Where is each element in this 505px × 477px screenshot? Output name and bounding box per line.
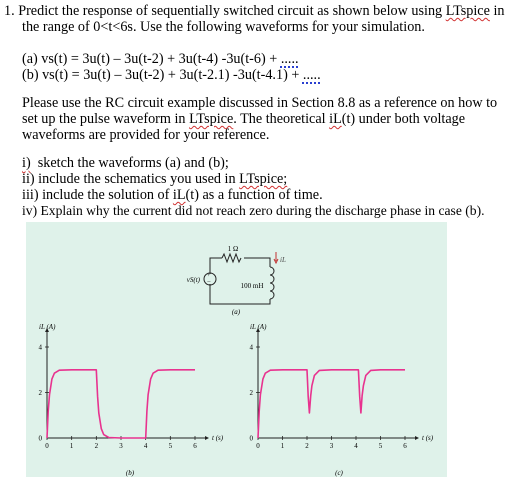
x-tick-label-c: 0 (256, 442, 260, 450)
y-tick-label-c: 2 (249, 389, 253, 397)
il-term: iL (172, 187, 186, 203)
x-tick-label-c: 4 (354, 442, 358, 450)
source-plus-sign: + (207, 273, 211, 279)
x-tick-label-b: 5 (168, 442, 173, 450)
waveform-a-dots: ..... (280, 51, 299, 67)
inductor-symbol (270, 267, 274, 299)
y-tick-label-c: 0 (249, 434, 253, 443)
question-line-2: the range of 0<t<6s. Use the following waveforms for your simulation. (22, 19, 425, 35)
il-term: iL (329, 111, 342, 127)
x-tick-label-b: 0 (45, 442, 49, 450)
x-tick-label-c: 2 (305, 442, 309, 450)
y-tick-label-b: 4 (38, 343, 42, 352)
question-text: Predict the response of sequentially switched circuit as shown below using (18, 3, 446, 19)
question-number: 1. (4, 3, 15, 19)
circuit-caption: (a) (231, 308, 241, 316)
x-tick-label-c: 5 (378, 442, 383, 450)
item-iii (22, 187, 323, 203)
circuit-wire-top (244, 258, 270, 267)
x-tick-label-b: 4 (143, 442, 148, 450)
ltspice-term: LTspice (189, 111, 234, 127)
y-axis-label-b: iL (A) (39, 323, 56, 331)
item-ii (22, 171, 287, 187)
figure-panel (26, 222, 447, 477)
question-line-1 (4, 3, 505, 19)
x-axis-arrow-b (205, 436, 209, 440)
current-curve-b (47, 370, 195, 438)
circuit-diagram (204, 252, 278, 304)
x-tick-label-c: 6 (403, 442, 407, 450)
plot-b (39, 323, 224, 450)
x-tick-label-b: 3 (119, 442, 123, 450)
x-tick-label-c: 1 (280, 442, 285, 450)
waveform-a (22, 51, 299, 67)
inductor-label: 100 mH (240, 282, 264, 290)
plot-c (250, 323, 434, 450)
resistor-symbol (222, 254, 241, 262)
item-ii-text: ii) include the schematics you used in (22, 171, 240, 187)
plot-b-caption: (b) (125, 469, 135, 477)
resistor-label: 1 Ω (227, 245, 239, 253)
plot-c-caption: (c) (335, 469, 343, 477)
item-i (22, 155, 229, 171)
x-tick-label-c: 3 (329, 442, 334, 450)
x-tick-label-b: 1 (69, 442, 74, 450)
item-i-marker: i) (22, 155, 31, 171)
y-tick-label-c: 4 (249, 343, 253, 352)
waveform-b-dots: ..... (302, 67, 321, 83)
ltspice-term: LTspice (445, 3, 490, 19)
paragraph-line-3: waveforms are provided for your reference. (22, 127, 270, 143)
waveform-a-expression: (a) vs(t) = 3u(t) – 3u(t-2) + 3u(t-4) -3u(t-6) + (22, 51, 281, 67)
y-tick-label-b: 2 (38, 389, 42, 397)
y-axis-label-c: iL (A) (250, 323, 267, 331)
x-tick-label-b: 2 (94, 442, 99, 450)
question-text-end: in (489, 3, 505, 19)
source-label: vS(t) (186, 276, 200, 284)
y-tick-label-b: 0 (38, 434, 42, 443)
x-tick-label-b: 6 (193, 442, 197, 450)
current-label: iL (280, 256, 286, 264)
source-minus-sign: − (207, 278, 211, 286)
waveform-b (22, 67, 321, 83)
paragraph-line-2 (22, 111, 465, 127)
paragraph-text: set up the pulse waveform in (22, 111, 190, 127)
waveform-b-expression: (b) vs(t) = 3u(t) – 3u(t-2) + 3u(t-2.1) -3u(t-4.1) + (22, 67, 303, 83)
item-iv: iv) Explain why the current did not reach zero during the discharge phase in case (b). (22, 203, 485, 218)
item-iii-text: iii) include the solution of (22, 187, 173, 203)
ltspice-term: LTspice; (239, 171, 288, 187)
circuit-wire-left (210, 258, 222, 274)
item-i-text: sketch the waveforms (a) and (b); (30, 155, 229, 171)
paragraph-text: . The theoretical (233, 111, 330, 127)
x-axis-label-c: t (s) (422, 434, 434, 442)
x-axis-label-b: t (s) (212, 434, 224, 442)
paragraph-line-1: Please use the RC circuit example discussed in Section 8.8 as a reference on how to (22, 95, 498, 111)
x-axis-arrow-c (415, 436, 419, 440)
current-curve-c (258, 370, 405, 438)
item-iii-text-end: (t) as a function of time. (185, 187, 323, 203)
figure-svg (26, 222, 447, 477)
paragraph-text: (t) under both voltage (341, 111, 466, 127)
